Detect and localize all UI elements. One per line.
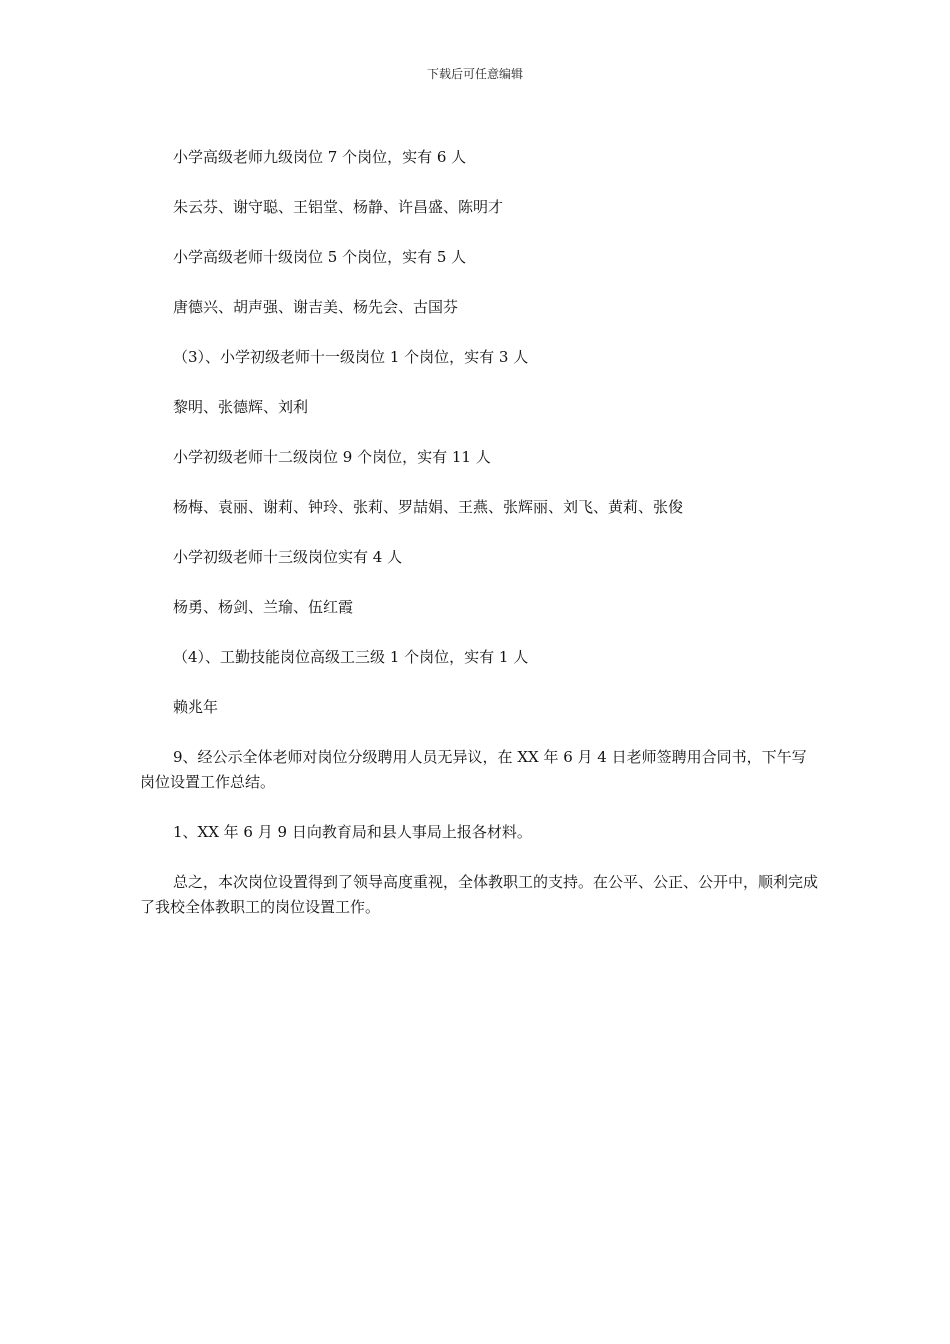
paragraph-12: 赖兆年	[173, 698, 219, 716]
paragraph-13: 9、经公示全体老师对岗位分级聘用人员无异议，在 XX 年 6 月 4 日老师签聘用合同书，下午写岗位设置工作总结。	[140, 748, 807, 791]
paragraph-7: 小学初级老师十二级岗位 9 个岗位，实有 11 人	[173, 448, 491, 466]
paragraph-1: 小学高级老师九级岗位 7 个岗位，实有 6 人	[173, 148, 467, 166]
paragraph-14: 1、XX 年 6 月 9 日向教育局和县人事局上报各材料。	[173, 823, 532, 841]
paragraph-2: 朱云芬、谢守聪、王铝堂、杨静、许昌盛、陈明才	[173, 198, 504, 216]
paragraph-8: 杨梅、袁丽、谢莉、钟玲、张莉、罗喆娟、王燕、张辉丽、刘飞、黄莉、张俊	[173, 498, 684, 516]
paragraph-5: （3）、小学初级老师十一级岗位 1 个岗位，实有 3 人	[173, 348, 529, 366]
paragraph-3: 小学高级老师十级岗位 5 个岗位，实有 5 人	[173, 248, 467, 266]
paragraph-9: 小学初级老师十三级岗位实有 4 人	[173, 548, 403, 566]
paragraph-6: 黎明、张德辉、刘利	[173, 398, 309, 416]
paragraph-11: （4）、工勤技能岗位高级工三级 1 个岗位，实有 1 人	[173, 648, 529, 666]
paragraph-4: 唐德兴、胡声强、谢吉美、杨先会、古国芬	[173, 298, 459, 316]
document-body	[140, 145, 820, 920]
paragraph-15: 总之，本次岗位设置得到了领导高度重视，全体教职工的支持。在公平、公正、公开中，顺利完成了我校全体教职工的岗位设置工作。	[140, 873, 819, 916]
page-header: 下载后可任意编辑	[426, 67, 523, 81]
paragraph-10: 杨勇、杨剑、兰瑜、伍红霞	[173, 598, 354, 616]
